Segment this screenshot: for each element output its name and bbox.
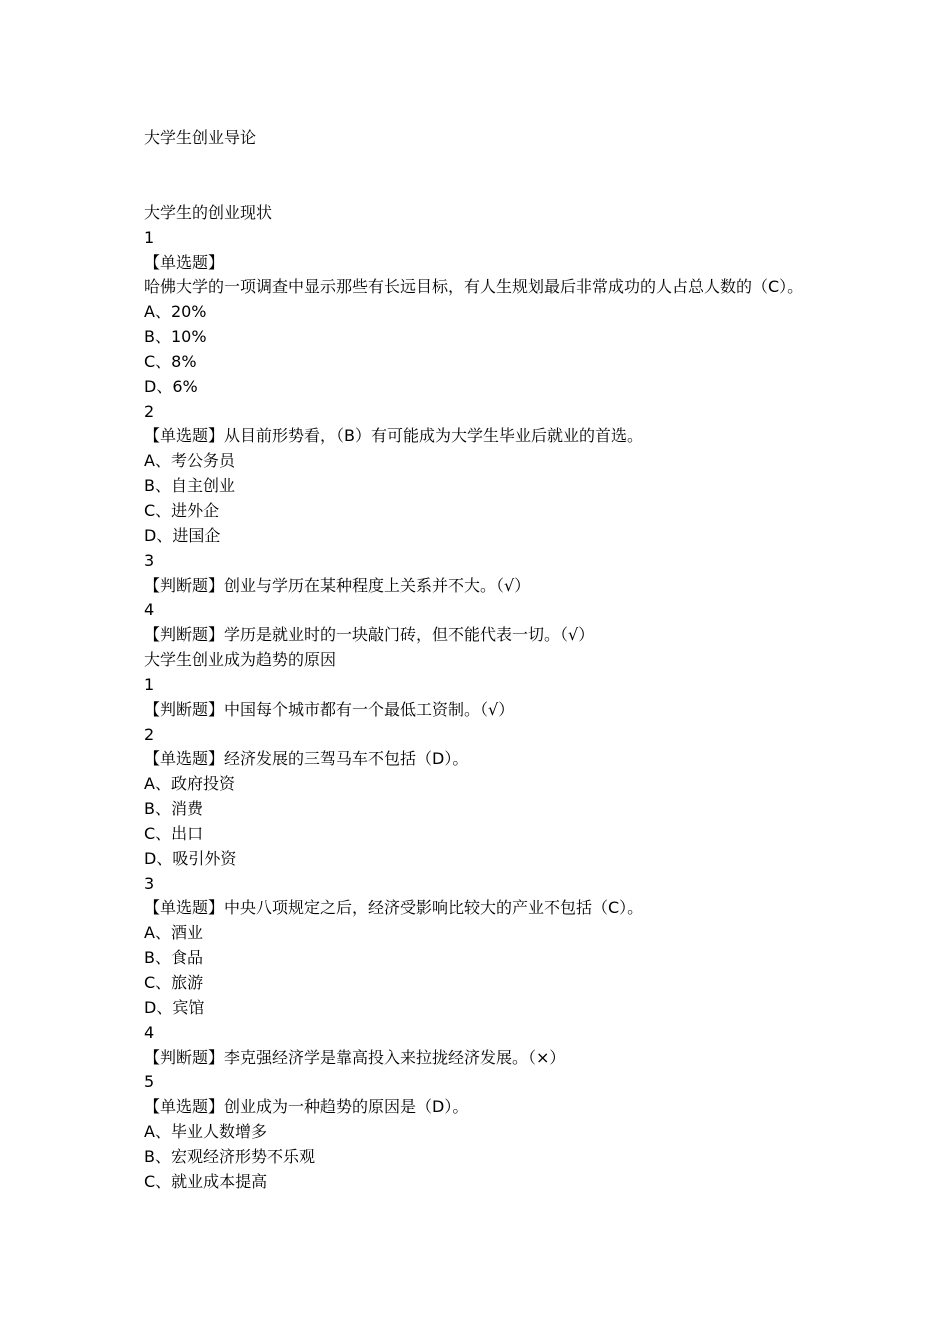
question-text: 【判断题】李克强经济学是靠高投入来拉拢经济发展。（×） [144,1047,566,1067]
option: B、自主创业 [144,476,235,496]
question-text: 【判断题】学历是就业时的一块敲门砖，但不能代表一切。（√） [144,625,595,645]
question-text: 【单选题】中央八项规定之后，经济受影响比较大的产业不包括（C）。 [144,898,644,918]
option: D、进国企 [144,525,221,545]
section-heading: 大学生的创业现状 [144,202,273,222]
question-text: 【单选题】从目前形势看，（B）有可能成为大学生毕业后就业的首选。 [144,426,643,446]
question-text: 【判断题】创业与学历在某种程度上关系并不大。（√） [144,575,531,595]
option: A、考公务员 [144,451,235,471]
question-number: 4 [144,600,155,620]
question-number: 1 [144,227,155,247]
option: D、宾馆 [144,997,205,1017]
question-number: 3 [144,873,155,893]
option: C、8% [144,351,197,371]
question-text: 【单选题】经济发展的三驾马车不包括（D）。 [144,749,469,769]
option: A、20% [144,302,207,322]
option: C、出口 [144,823,204,843]
question-text: 【判断题】中国每个城市都有一个最低工资制。（√） [144,699,515,719]
question-number: 3 [144,550,155,570]
question-number: 4 [144,1022,155,1042]
option: D、6% [144,376,198,396]
option: B、消费 [144,799,203,819]
section-heading: 大学生创业成为趋势的原因 [144,650,337,670]
option: A、政府投资 [144,774,235,794]
question-text: 哈佛大学的一项调查中显示那些有长远目标，有人生规划最后非常成功的人占总人数的（C）。 [144,277,804,297]
question-number: 2 [144,401,155,421]
question-type: 【单选题】 [144,252,225,272]
question-text: 【单选题】创业成为一种趋势的原因是（D）。 [144,1097,469,1117]
option: B、10% [144,327,207,347]
question-number: 2 [144,724,155,744]
option: A、酒业 [144,923,203,943]
option: C、旅游 [144,973,204,992]
option: B、宏观经济形势不乐观 [144,1146,315,1166]
option: C、就业成本提高 [144,1171,268,1191]
option: B、食品 [144,948,203,968]
option: C、进外企 [144,500,220,520]
option: D、吸引外资 [144,848,237,868]
question-number: 5 [144,1072,155,1092]
document-title: 大学生创业导论 [144,128,257,147]
option: A、毕业人数增多 [144,1122,267,1142]
document-page [144,126,824,1195]
question-number: 1 [144,674,155,694]
